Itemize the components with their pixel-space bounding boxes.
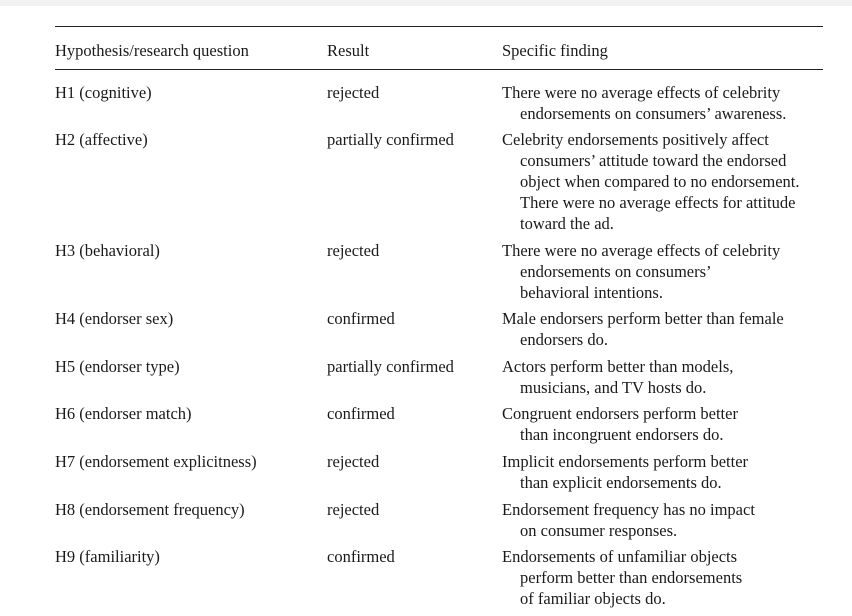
header-hypothesis: Hypothesis/research question xyxy=(55,41,249,60)
row-hypothesis: H3 (behavioral) xyxy=(55,241,160,260)
finding-line: endorsers do. xyxy=(520,330,608,349)
row-finding xyxy=(502,129,823,234)
header-finding: Specific finding xyxy=(502,41,608,60)
finding-line: than incongruent endorsers do. xyxy=(520,425,724,444)
row-finding xyxy=(502,451,823,493)
finding-line: Implicit endorsements perform better xyxy=(502,452,749,471)
row-hypothesis: H2 (affective) xyxy=(55,130,148,149)
row-hypothesis: H7 (endorsement explicitness) xyxy=(55,452,257,471)
row-finding xyxy=(502,403,823,445)
row-finding xyxy=(502,308,823,350)
finding-line: Congruent endorsers perform better xyxy=(502,404,738,423)
row-result: confirmed xyxy=(327,404,395,423)
row-finding xyxy=(502,356,823,398)
row-result: rejected xyxy=(327,83,380,102)
finding-line: Celebrity endorsements positively affect xyxy=(502,130,769,149)
finding-line: musicians, and TV hosts do. xyxy=(520,378,707,397)
row-hypothesis: H6 (endorser match) xyxy=(55,404,192,423)
row-finding xyxy=(502,499,823,541)
row-result: rejected xyxy=(327,452,380,471)
finding-line: endorsements on consumers’ xyxy=(520,262,712,281)
finding-line: toward the ad. xyxy=(520,214,614,233)
finding-line: than explicit endorsements do. xyxy=(520,473,722,492)
finding-line: Endorsement frequency has no impact xyxy=(502,500,755,519)
finding-line: Endorsements of unfamiliar objects xyxy=(502,547,738,566)
finding-line: of familiar objects do. xyxy=(520,589,666,608)
row-hypothesis: H8 (endorsement frequency) xyxy=(55,500,245,519)
finding-line: There were no average effects of celebrity xyxy=(502,83,781,102)
row-result: partially confirmed xyxy=(327,357,454,376)
header-result: Result xyxy=(327,41,370,60)
row-result: rejected xyxy=(327,241,380,260)
finding-line: perform better than endorsements xyxy=(520,568,743,587)
row-finding xyxy=(502,546,823,609)
row-result: confirmed xyxy=(327,309,395,328)
row-finding xyxy=(502,240,823,303)
row-hypothesis: H4 (endorser sex) xyxy=(55,309,174,328)
finding-line: object when compared to no endorsement. xyxy=(520,172,800,191)
row-result: partially confirmed xyxy=(327,130,454,149)
top-strip xyxy=(0,0,852,6)
row-result: rejected xyxy=(327,500,380,519)
row-hypothesis: H9 (familiarity) xyxy=(55,547,160,566)
row-hypothesis: H5 (endorser type) xyxy=(55,357,180,376)
table-header-rule xyxy=(55,69,823,70)
finding-line: There were no average effects of celebrity xyxy=(502,241,781,260)
finding-line: consumers’ attitude toward the endorsed xyxy=(520,151,787,170)
row-hypothesis: H1 (cognitive) xyxy=(55,83,152,102)
table-top-rule xyxy=(55,26,823,27)
finding-line: Male endorsers perform better than female xyxy=(502,309,784,328)
finding-line: behavioral intentions. xyxy=(520,283,663,302)
finding-line: There were no average effects for attitude xyxy=(520,193,796,212)
finding-line: Actors perform better than models, xyxy=(502,357,734,376)
finding-line: on consumer responses. xyxy=(520,521,678,540)
row-finding xyxy=(502,82,823,124)
finding-line: endorsements on consumers’ awareness. xyxy=(520,104,787,123)
row-result: confirmed xyxy=(327,547,395,566)
